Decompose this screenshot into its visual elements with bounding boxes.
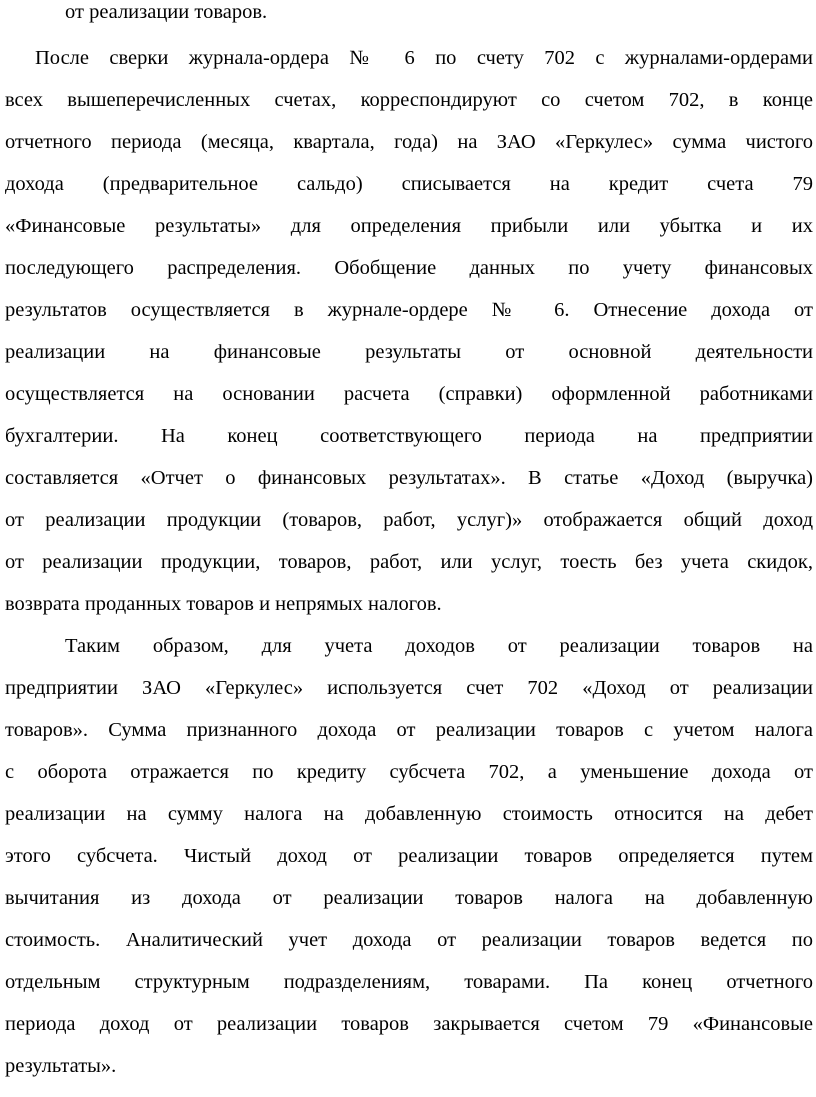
- text-line: реализации на сумму налога на добавленную стоимость относится на дебет: [5, 803, 813, 825]
- text-line: от реализации продукции, товаров, работ, или услуг, тоесть без учета скидок,: [5, 551, 813, 573]
- paragraph-last-line: возврата проданных товаров и непрямых налогов.: [5, 593, 442, 615]
- text-line: всех вышеперечисленных счетах, корреспондируют со счетом 702, в конце: [5, 89, 813, 111]
- text-line: товаров». Сумма признанного дохода от реализации товаров с учетом налога: [5, 719, 813, 741]
- text-line: от реализации продукции (товаров, работ, услуг)» отображается общий доход: [5, 509, 813, 531]
- text-line: от реализации товаров.: [65, 1, 268, 23]
- text-line: бухгалтерии. На конец соответствующего периода на предприятии: [5, 425, 813, 447]
- text-line: предприятии ЗАО «Геркулес» используется счет 702 «Доход от реализации: [5, 677, 813, 699]
- text-line: вычитания из дохода от реализации товаров налога на добавленную: [5, 887, 813, 909]
- text-line: этого субсчета. Чистый доход от реализации товаров определяется путем: [5, 845, 813, 867]
- text-line: результатов осуществляется в журнале-ордере № 6. Отнесение дохода от: [5, 299, 813, 321]
- text-line: периода доход от реализации товаров закрывается счетом 79 «Финансовые: [5, 1013, 813, 1035]
- text-line: стоимость. Аналитический учет дохода от реализации товаров ведется по: [5, 929, 813, 951]
- text-line: отдельным структурным подразделениям, товарами. Па конец отчетного: [5, 971, 813, 993]
- paragraph-first-line: Таким образом, для учета доходов от реализации товаров на: [65, 635, 813, 657]
- text-line: составляется «Отчет о финансовых результатах». В статье «Доход (выручка): [5, 467, 813, 489]
- text-line: «Финансовые результаты» для определения прибыли или убытка и их: [5, 215, 813, 237]
- text-line: отчетного периода (месяца, квартала, года) на ЗАО «Геркулес» сумма чистого: [5, 131, 813, 153]
- text-line: дохода (предварительное сальдо) списывается на кредит счета 79: [5, 173, 813, 195]
- document-page: [5, 0, 813, 1097]
- text-line: реализации на финансовые результаты от основной деятельности: [5, 341, 813, 363]
- paragraph-first-line: После сверки журнала-ордера № 6 по счету 702 с журналами-ордерами: [35, 47, 813, 69]
- text-line: с оборота отражается по кредиту субсчета 702, а уменьшение дохода от: [5, 761, 813, 783]
- text-line: осуществляется на основании расчета (справки) оформленной работниками: [5, 383, 813, 405]
- text-line: последующего распределения. Обобщение данных по учету финансовых: [5, 257, 813, 279]
- paragraph-last-line: результаты».: [5, 1055, 117, 1077]
